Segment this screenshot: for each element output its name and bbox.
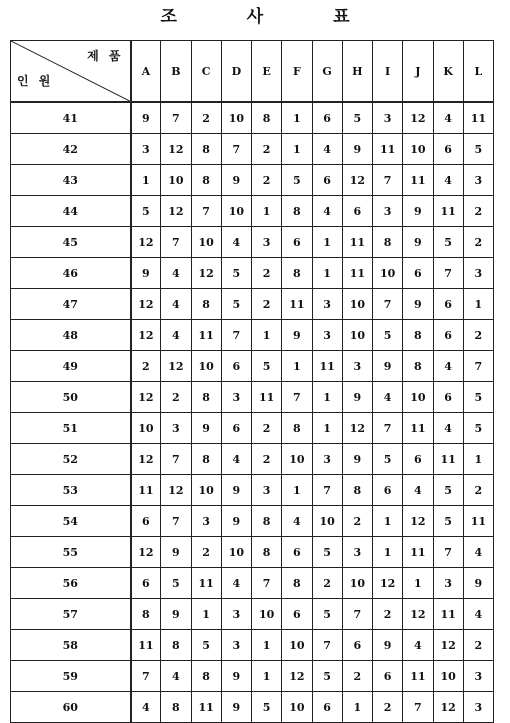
- rank-cell: 4: [433, 413, 463, 444]
- rank-cell: 4: [312, 196, 342, 227]
- person-id-cell: 44: [11, 196, 131, 227]
- rank-cell: 8: [282, 258, 312, 289]
- rank-cell: 8: [191, 165, 221, 196]
- rank-cell: 7: [161, 506, 191, 537]
- rank-cell: 4: [433, 102, 463, 134]
- person-id-cell: 43: [11, 165, 131, 196]
- rank-cell: 3: [373, 102, 403, 134]
- rank-cell: 5: [252, 692, 282, 723]
- rank-cell: 12: [433, 692, 463, 723]
- rank-cell: 11: [312, 351, 342, 382]
- product-header-a: A: [131, 41, 161, 103]
- rank-cell: 2: [373, 599, 403, 630]
- rank-cell: 12: [131, 320, 161, 351]
- rank-cell: 12: [161, 475, 191, 506]
- rank-cell: 7: [131, 661, 161, 692]
- rank-cell: 4: [161, 320, 191, 351]
- product-axis-label: 제 품: [87, 49, 124, 63]
- person-id-cell: 51: [11, 413, 131, 444]
- table-row: [11, 289, 494, 320]
- rank-cell: 11: [131, 475, 161, 506]
- table-row: [11, 258, 494, 289]
- rank-cell: 8: [252, 537, 282, 568]
- rank-cell: 5: [342, 102, 372, 134]
- rank-cell: 1: [463, 444, 493, 475]
- rank-cell: 1: [131, 165, 161, 196]
- rank-cell: 1: [252, 320, 282, 351]
- person-id-cell: 57: [11, 599, 131, 630]
- rank-cell: 10: [373, 258, 403, 289]
- rank-cell: 7: [161, 444, 191, 475]
- product-header-i: I: [373, 41, 403, 103]
- rank-cell: 1: [252, 661, 282, 692]
- header-row: [11, 41, 494, 103]
- rank-cell: 6: [312, 102, 342, 134]
- table-row: [11, 661, 494, 692]
- rank-cell: 2: [463, 196, 493, 227]
- rank-cell: 3: [131, 134, 161, 165]
- person-id-cell: 52: [11, 444, 131, 475]
- rank-cell: 9: [463, 568, 493, 599]
- rank-cell: 2: [161, 382, 191, 413]
- rank-cell: 1: [282, 102, 312, 134]
- person-id-cell: 55: [11, 537, 131, 568]
- rank-cell: 11: [403, 661, 433, 692]
- rank-cell: 10: [131, 413, 161, 444]
- rank-cell: 7: [282, 382, 312, 413]
- rank-cell: 9: [403, 227, 433, 258]
- table-row: [11, 196, 494, 227]
- rank-cell: 12: [131, 227, 161, 258]
- table-row: [11, 537, 494, 568]
- rank-cell: 2: [342, 661, 372, 692]
- rank-cell: 8: [252, 102, 282, 134]
- rank-cell: 5: [373, 444, 403, 475]
- product-header-e: E: [252, 41, 282, 103]
- rank-cell: 9: [221, 661, 251, 692]
- rank-cell: 1: [282, 134, 312, 165]
- rank-cell: 8: [191, 661, 221, 692]
- rank-cell: 5: [312, 599, 342, 630]
- rank-cell: 6: [282, 599, 312, 630]
- rank-cell: 11: [403, 537, 433, 568]
- rank-cell: 10: [342, 320, 372, 351]
- rank-cell: 8: [252, 506, 282, 537]
- rank-cell: 7: [373, 289, 403, 320]
- rank-cell: 5: [373, 320, 403, 351]
- person-id-cell: 53: [11, 475, 131, 506]
- rank-cell: 10: [433, 661, 463, 692]
- rank-cell: 2: [131, 351, 161, 382]
- rank-cell: 7: [312, 630, 342, 661]
- person-id-cell: 60: [11, 692, 131, 723]
- rank-cell: 5: [433, 475, 463, 506]
- rank-cell: 11: [433, 599, 463, 630]
- rank-cell: 7: [161, 227, 191, 258]
- rank-cell: 9: [403, 196, 433, 227]
- rank-cell: 7: [342, 599, 372, 630]
- rank-cell: 3: [252, 475, 282, 506]
- rank-cell: 9: [282, 320, 312, 351]
- rank-cell: 4: [463, 537, 493, 568]
- rank-cell: 6: [433, 289, 463, 320]
- rank-cell: 3: [312, 320, 342, 351]
- rank-cell: 4: [161, 661, 191, 692]
- rank-cell: 10: [403, 134, 433, 165]
- rank-cell: 5: [131, 196, 161, 227]
- rank-cell: 12: [282, 661, 312, 692]
- person-id-cell: 41: [11, 102, 131, 134]
- rank-cell: 6: [342, 196, 372, 227]
- rank-cell: 11: [282, 289, 312, 320]
- rank-cell: 2: [463, 227, 493, 258]
- rank-cell: 5: [282, 165, 312, 196]
- rank-cell: 10: [191, 475, 221, 506]
- table-row: [11, 413, 494, 444]
- rank-cell: 10: [282, 630, 312, 661]
- person-id-cell: 47: [11, 289, 131, 320]
- rank-cell: 9: [342, 382, 372, 413]
- rank-cell: 6: [433, 382, 463, 413]
- rank-cell: 10: [403, 382, 433, 413]
- rank-cell: 10: [342, 289, 372, 320]
- rank-cell: 2: [373, 692, 403, 723]
- rank-cell: 5: [433, 506, 463, 537]
- rank-cell: 4: [403, 475, 433, 506]
- rank-cell: 6: [312, 692, 342, 723]
- rank-cell: 8: [191, 289, 221, 320]
- rank-cell: 5: [221, 289, 251, 320]
- rank-cell: 12: [131, 444, 161, 475]
- rank-cell: 2: [463, 630, 493, 661]
- rank-cell: 10: [221, 102, 251, 134]
- rank-cell: 4: [403, 630, 433, 661]
- rank-cell: 11: [463, 102, 493, 134]
- rank-cell: 9: [373, 351, 403, 382]
- table-row: [11, 692, 494, 723]
- rank-cell: 2: [463, 320, 493, 351]
- rank-cell: 3: [463, 692, 493, 723]
- product-header-f: F: [282, 41, 312, 103]
- rank-cell: 10: [312, 506, 342, 537]
- rank-cell: 6: [433, 134, 463, 165]
- product-header-b: B: [161, 41, 191, 103]
- rank-cell: 2: [252, 444, 282, 475]
- table-row: [11, 444, 494, 475]
- rank-cell: 2: [342, 506, 372, 537]
- rank-cell: 11: [342, 258, 372, 289]
- rank-cell: 8: [342, 475, 372, 506]
- rank-cell: 6: [131, 506, 161, 537]
- rank-cell: 6: [403, 258, 433, 289]
- rank-cell: 11: [433, 196, 463, 227]
- table-row: [11, 165, 494, 196]
- rank-cell: 12: [131, 289, 161, 320]
- rank-cell: 10: [282, 692, 312, 723]
- rank-cell: 11: [252, 382, 282, 413]
- rank-cell: 8: [373, 227, 403, 258]
- rank-cell: 10: [191, 351, 221, 382]
- table-row: [11, 351, 494, 382]
- rank-cell: 1: [403, 568, 433, 599]
- rank-cell: 9: [131, 102, 161, 134]
- rank-cell: 3: [463, 258, 493, 289]
- rank-cell: 2: [191, 102, 221, 134]
- product-header-h: H: [342, 41, 372, 103]
- rank-cell: 5: [221, 258, 251, 289]
- rank-cell: 4: [221, 227, 251, 258]
- rank-cell: 8: [191, 444, 221, 475]
- rank-cell: 12: [373, 568, 403, 599]
- rank-cell: 9: [221, 692, 251, 723]
- rank-cell: 3: [221, 630, 251, 661]
- rank-cell: 4: [221, 568, 251, 599]
- rank-cell: 2: [252, 413, 282, 444]
- rank-cell: 7: [161, 102, 191, 134]
- rank-cell: 3: [342, 351, 372, 382]
- rank-cell: 8: [403, 320, 433, 351]
- rank-cell: 2: [252, 165, 282, 196]
- rank-cell: 6: [221, 351, 251, 382]
- rank-cell: 10: [221, 537, 251, 568]
- rank-cell: 12: [342, 165, 372, 196]
- rank-cell: 12: [403, 506, 433, 537]
- person-id-cell: 49: [11, 351, 131, 382]
- rank-cell: 7: [403, 692, 433, 723]
- table-row: [11, 475, 494, 506]
- table-row: [11, 599, 494, 630]
- rank-cell: 5: [463, 134, 493, 165]
- rank-cell: 4: [373, 382, 403, 413]
- rank-cell: 1: [252, 630, 282, 661]
- rank-cell: 1: [312, 382, 342, 413]
- rank-cell: 1: [373, 506, 403, 537]
- rank-cell: 11: [403, 413, 433, 444]
- page-title: 조 사 표: [160, 7, 382, 27]
- rank-cell: 5: [191, 630, 221, 661]
- rank-cell: 3: [221, 382, 251, 413]
- rank-cell: 3: [433, 568, 463, 599]
- rank-cell: 6: [282, 537, 312, 568]
- rank-cell: 11: [191, 320, 221, 351]
- rank-cell: 12: [161, 351, 191, 382]
- rank-cell: 6: [373, 475, 403, 506]
- rank-cell: 1: [282, 351, 312, 382]
- rank-cell: 11: [191, 568, 221, 599]
- product-header-j: J: [403, 41, 433, 103]
- rank-cell: 4: [282, 506, 312, 537]
- rank-cell: 6: [282, 227, 312, 258]
- rank-cell: 11: [433, 444, 463, 475]
- rank-cell: 6: [221, 413, 251, 444]
- rank-cell: 1: [282, 475, 312, 506]
- person-id-cell: 45: [11, 227, 131, 258]
- rank-cell: 12: [131, 537, 161, 568]
- product-header-g: G: [312, 41, 342, 103]
- rank-cell: 6: [433, 320, 463, 351]
- rank-cell: 4: [312, 134, 342, 165]
- person-id-cell: 59: [11, 661, 131, 692]
- rank-cell: 9: [342, 134, 372, 165]
- corner-header-cell: [11, 41, 131, 103]
- rank-cell: 3: [342, 537, 372, 568]
- rank-cell: 3: [191, 506, 221, 537]
- rank-cell: 6: [312, 165, 342, 196]
- rank-cell: 6: [373, 661, 403, 692]
- rank-cell: 3: [463, 661, 493, 692]
- rank-cell: 7: [463, 351, 493, 382]
- rank-cell: 3: [161, 413, 191, 444]
- rank-cell: 1: [312, 413, 342, 444]
- rank-cell: 10: [342, 568, 372, 599]
- rank-cell: 9: [161, 599, 191, 630]
- product-header-d: D: [221, 41, 251, 103]
- rank-cell: 2: [252, 258, 282, 289]
- rank-cell: 11: [191, 692, 221, 723]
- person-id-cell: 42: [11, 134, 131, 165]
- rank-cell: 3: [463, 165, 493, 196]
- rank-cell: 8: [191, 134, 221, 165]
- rank-cell: 3: [373, 196, 403, 227]
- rank-cell: 12: [403, 599, 433, 630]
- rank-cell: 7: [252, 568, 282, 599]
- table-row: [11, 134, 494, 165]
- rank-cell: 1: [342, 692, 372, 723]
- rank-cell: 9: [403, 289, 433, 320]
- rank-cell: 2: [191, 537, 221, 568]
- rank-cell: 1: [312, 258, 342, 289]
- person-id-cell: 56: [11, 568, 131, 599]
- rank-cell: 11: [131, 630, 161, 661]
- rank-cell: 10: [161, 165, 191, 196]
- rank-cell: 6: [342, 630, 372, 661]
- rank-cell: 5: [463, 413, 493, 444]
- rank-cell: 3: [312, 289, 342, 320]
- rank-cell: 1: [252, 196, 282, 227]
- rank-cell: 12: [191, 258, 221, 289]
- rank-cell: 11: [463, 506, 493, 537]
- person-id-cell: 48: [11, 320, 131, 351]
- rank-cell: 4: [131, 692, 161, 723]
- table-row: [11, 506, 494, 537]
- rank-cell: 10: [191, 227, 221, 258]
- rank-cell: 4: [221, 444, 251, 475]
- rank-cell: 3: [252, 227, 282, 258]
- rank-cell: 9: [221, 475, 251, 506]
- rank-cell: 8: [191, 382, 221, 413]
- rank-cell: 1: [191, 599, 221, 630]
- rank-cell: 10: [221, 196, 251, 227]
- rank-cell: 12: [131, 382, 161, 413]
- table-row: [11, 630, 494, 661]
- rank-cell: 4: [433, 351, 463, 382]
- rank-cell: 7: [373, 165, 403, 196]
- rank-cell: 10: [282, 444, 312, 475]
- rank-cell: 11: [373, 134, 403, 165]
- rank-cell: 1: [463, 289, 493, 320]
- rank-cell: 5: [312, 661, 342, 692]
- rank-cell: 5: [463, 382, 493, 413]
- rank-cell: 8: [282, 196, 312, 227]
- rank-cell: 3: [312, 444, 342, 475]
- rank-cell: 7: [433, 537, 463, 568]
- rank-cell: 3: [221, 599, 251, 630]
- product-header-l: L: [463, 41, 493, 103]
- rank-cell: 2: [252, 134, 282, 165]
- rank-cell: 12: [342, 413, 372, 444]
- rank-cell: 5: [312, 537, 342, 568]
- rank-cell: 12: [403, 102, 433, 134]
- rank-cell: 7: [312, 475, 342, 506]
- rank-cell: 1: [312, 227, 342, 258]
- rank-cell: 9: [191, 413, 221, 444]
- rank-cell: 5: [161, 568, 191, 599]
- rank-cell: 8: [161, 692, 191, 723]
- rank-cell: 11: [342, 227, 372, 258]
- rank-cell: 11: [403, 165, 433, 196]
- table-row: [11, 568, 494, 599]
- rank-cell: 2: [312, 568, 342, 599]
- person-id-cell: 50: [11, 382, 131, 413]
- product-header-k: K: [433, 41, 463, 103]
- table-row: [11, 320, 494, 351]
- rank-cell: 12: [161, 134, 191, 165]
- rank-cell: 2: [463, 475, 493, 506]
- rank-cell: 2: [252, 289, 282, 320]
- rank-cell: 6: [131, 568, 161, 599]
- rank-cell: 9: [342, 444, 372, 475]
- rank-cell: 4: [463, 599, 493, 630]
- table-row: [11, 227, 494, 258]
- table-row: [11, 102, 494, 134]
- rank-cell: 4: [161, 289, 191, 320]
- person-id-cell: 58: [11, 630, 131, 661]
- table-row: [11, 382, 494, 413]
- rank-cell: 7: [221, 134, 251, 165]
- person-axis-label: 인 원: [17, 74, 54, 88]
- product-header-c: C: [191, 41, 221, 103]
- table-body: [11, 102, 494, 723]
- rank-cell: 12: [433, 630, 463, 661]
- person-id-cell: 46: [11, 258, 131, 289]
- rank-cell: 8: [131, 599, 161, 630]
- rank-cell: 8: [161, 630, 191, 661]
- rank-cell: 7: [221, 320, 251, 351]
- rank-cell: 6: [403, 444, 433, 475]
- rank-cell: 5: [433, 227, 463, 258]
- rank-cell: 7: [191, 196, 221, 227]
- rank-cell: 9: [161, 537, 191, 568]
- rank-cell: 8: [403, 351, 433, 382]
- rank-cell: 9: [131, 258, 161, 289]
- rank-cell: 7: [433, 258, 463, 289]
- rank-cell: 8: [282, 413, 312, 444]
- rank-cell: 7: [373, 413, 403, 444]
- rank-cell: 9: [221, 506, 251, 537]
- rank-cell: 9: [373, 630, 403, 661]
- rank-cell: 12: [161, 196, 191, 227]
- rank-cell: 4: [161, 258, 191, 289]
- rank-cell: 10: [252, 599, 282, 630]
- rank-cell: 5: [252, 351, 282, 382]
- rank-cell: 8: [282, 568, 312, 599]
- rank-cell: 4: [433, 165, 463, 196]
- survey-table: [10, 40, 494, 723]
- person-id-cell: 54: [11, 506, 131, 537]
- rank-cell: 9: [221, 165, 251, 196]
- rank-cell: 1: [373, 537, 403, 568]
